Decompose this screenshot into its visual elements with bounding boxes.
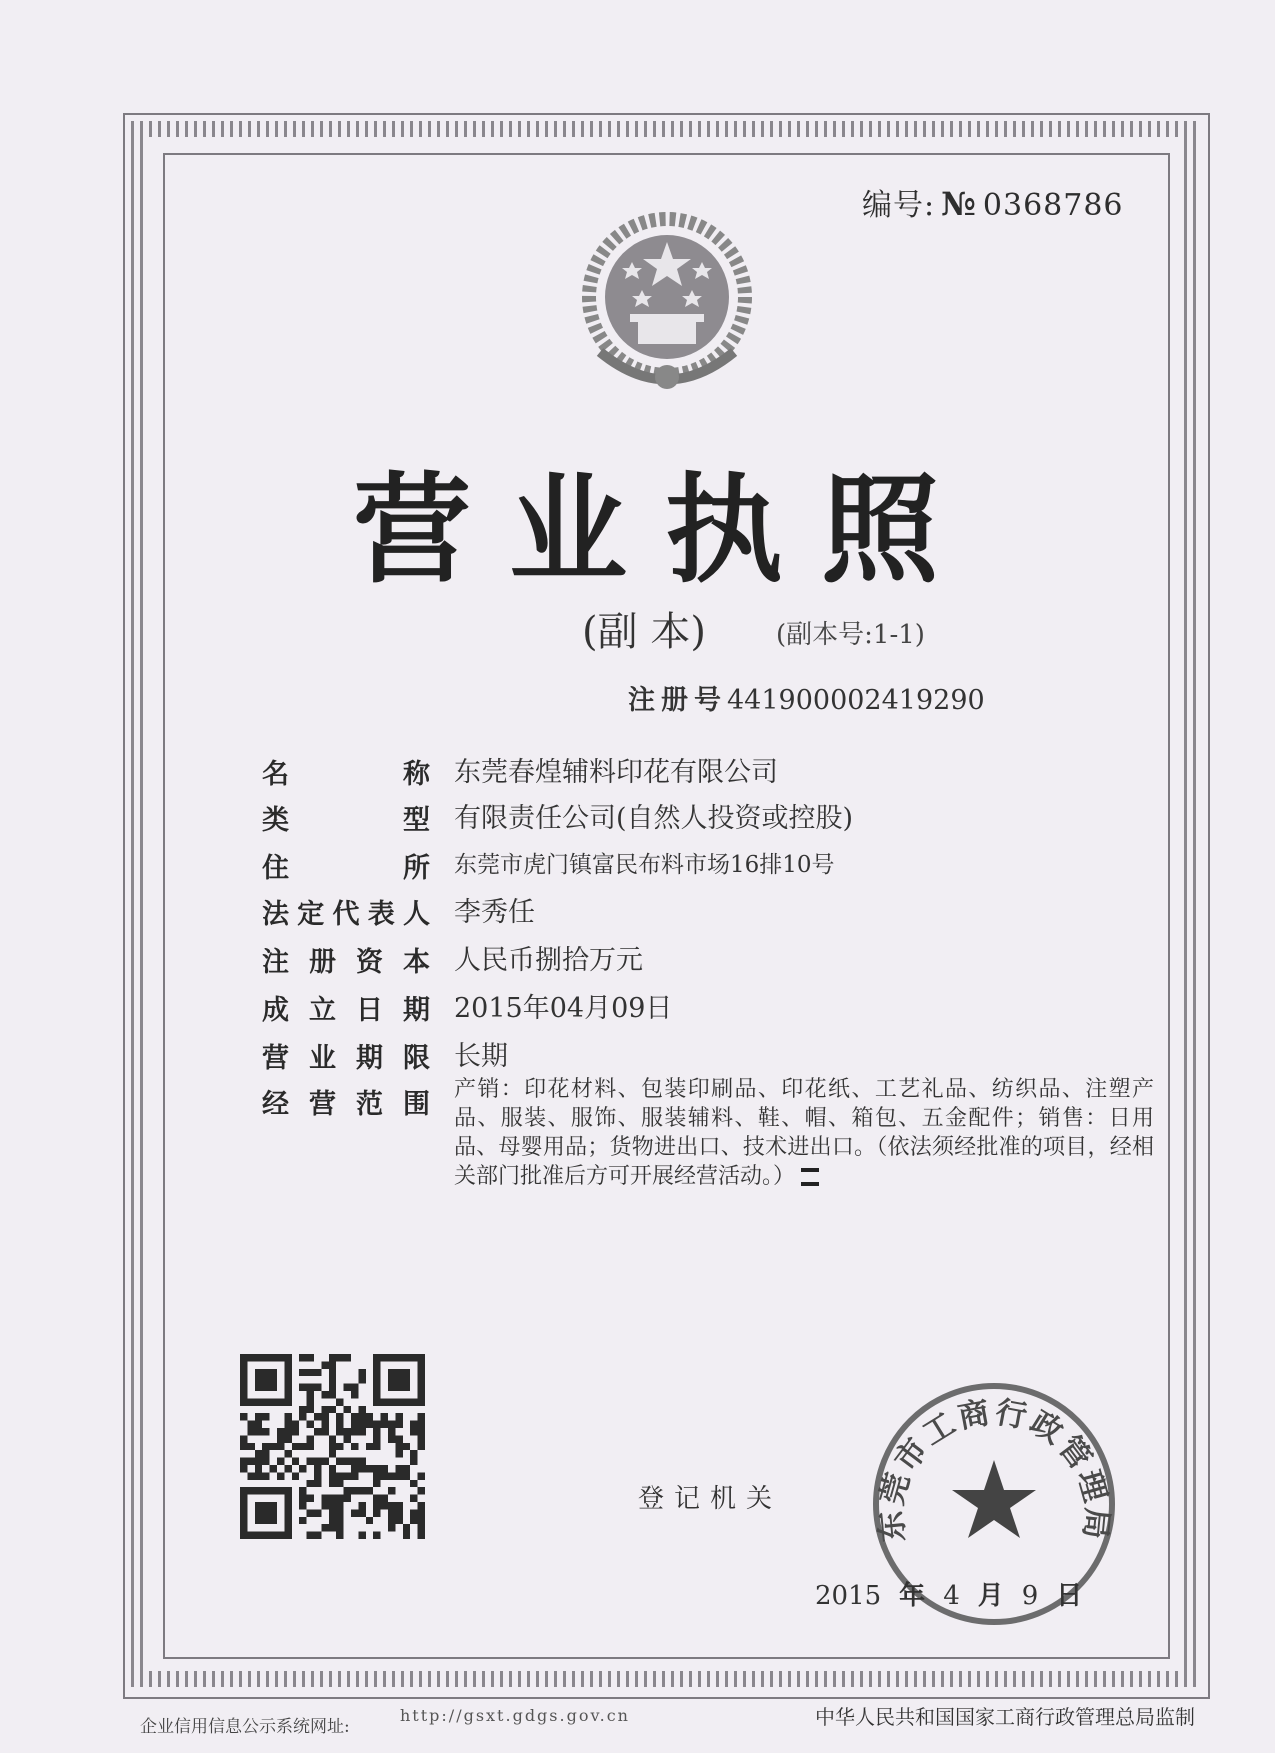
field-value-type: 有限责任公司(自然人投资或控股) bbox=[454, 803, 854, 834]
end-mark-icon bbox=[801, 1168, 819, 1186]
registration-authority-label: 登记机关 bbox=[638, 1484, 783, 1514]
qr-code[interactable] bbox=[240, 1354, 425, 1539]
field-value-capital: 人民币捌拾万元 bbox=[454, 945, 643, 976]
field-label-legal-rep: 法 定 代 表 人 bbox=[262, 899, 430, 930]
field-value-term: 长期 bbox=[454, 1041, 508, 1072]
field-value-established: 2015年04月09日 bbox=[454, 993, 673, 1024]
serial-label: 编号: bbox=[862, 188, 936, 223]
issue-date: 2015 年 4 月 9 日 bbox=[815, 1581, 1083, 1611]
field-label-term: 营 业 期 限 bbox=[262, 1043, 430, 1074]
field-label-established: 成 立 日 期 bbox=[262, 995, 430, 1026]
field-value-legal-rep: 李秀任 bbox=[454, 897, 535, 928]
registration-number bbox=[628, 678, 985, 717]
serial-number bbox=[862, 180, 1124, 224]
field-value-name: 东莞春煌辅料印花有限公司 bbox=[454, 757, 778, 788]
field-label-type: 类 型 bbox=[262, 805, 430, 836]
copy-number: (副本号:1-1) bbox=[776, 620, 925, 650]
footer-issuer: 中华人民共和国国家工商行政管理总局监制 bbox=[815, 1705, 1195, 1729]
business-scope bbox=[454, 1075, 1154, 1191]
field-label-name: 名 称 bbox=[262, 759, 430, 790]
copy-label: (副 本) bbox=[582, 609, 706, 655]
field-value-address: 东莞市虎门镇富民布料市场16排10号 bbox=[454, 852, 835, 878]
serial-value: 0368786 bbox=[982, 188, 1124, 223]
field-label-scope: 经 营 范 围 bbox=[262, 1089, 430, 1120]
serial-mark: № bbox=[941, 185, 977, 223]
document-title: 营业执照 bbox=[352, 460, 977, 599]
registration-value: 441900002419290 bbox=[727, 685, 985, 716]
footer-website-label: 企业信用信息公示系统网址: bbox=[140, 1717, 350, 1737]
field-label-capital: 注 册 资 本 bbox=[262, 947, 430, 978]
seal-text: 东莞市工商行政管理局 bbox=[872, 1394, 1116, 1544]
registration-label: 注册号 bbox=[628, 685, 727, 716]
national-emblem-icon bbox=[560, 202, 775, 417]
business-scope-text: 产销：印花材料、包装印刷品、印花纸、工艺礼品、纺织品、注塑产品、服装、服饰、服装辅料、鞋、帽、箱包、五金配件；销售：日用品、母婴用品；货物进出口、技术进出口。（依法须经批准的项目，经相关部门批准后方可开展经营活动。） bbox=[454, 1077, 1154, 1189]
footer-website-url[interactable]: http://gsxt.gdgs.gov.cn bbox=[400, 1706, 630, 1725]
field-label-address: 住 所 bbox=[262, 853, 430, 884]
